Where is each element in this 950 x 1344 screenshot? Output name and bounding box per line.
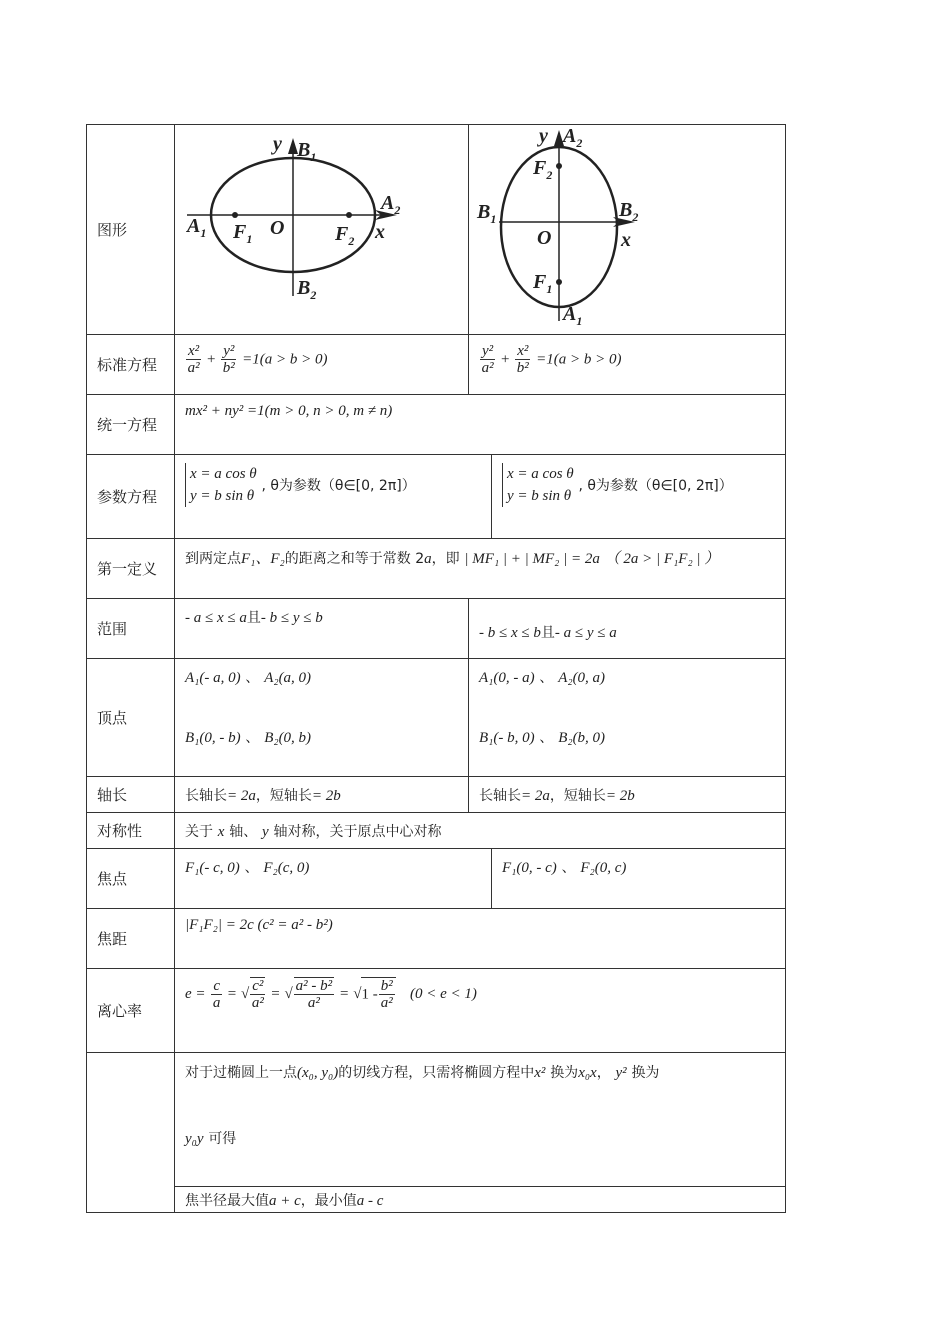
parametric-line: x = a cos θ [190,466,257,482]
sqrt-body [361,977,395,1011]
row-label-symmetry: 对称性 [87,813,175,849]
math-segment: = 2a [521,787,550,804]
row-focal-radius [87,1187,786,1213]
y-axis-label-v: y [539,125,548,147]
text-segment: ， [596,1065,611,1081]
plus-sign: + [500,351,510,368]
focus-point-f2 [346,212,352,218]
row-figure [87,125,786,335]
sqrt-icon: √ [241,986,250,1002]
b1-label-v: $B_1$ [477,200,497,226]
f1-label: $F_1$ [233,220,253,246]
row-parametric-equation [87,455,786,539]
text-segment: ，短轴长 [549,787,606,804]
row-label-first-def: 第一定义 [87,539,175,599]
equals-sign: = [271,986,280,1002]
text-segment: 且 [246,610,261,626]
math-segment: x₀x [578,1065,597,1081]
fraction: $\frac{c}{a}$ [212,977,221,1011]
fraction: $\frac{\text{x²}}{\text{b²}}$ [516,343,529,376]
focus-right [492,849,786,909]
ellipse-properties-table [86,124,786,1213]
parametric-line: y = b sin θ [190,488,255,504]
text-segment: 关于 [185,823,213,840]
fraction: $\frac{\text{c²}}{\text{a²}}$ [251,978,264,1011]
row-label-focal-dist: 焦距 [87,909,175,969]
origin-label: O [270,216,285,239]
text-segment: 、 [539,730,554,746]
axis-length-left [175,777,469,813]
fraction: $\frac{\text{a² - b²}}{\text{a²}}$ [295,978,333,1011]
math-segment: A₁(- a, 0) [185,670,241,686]
math-segment: - b ≤ x ≤ b [479,624,541,641]
range-right [469,599,786,659]
focus-point-f2-v [556,163,562,169]
math-segment: （ 2a > | F₁F₂ | ） [604,551,720,567]
row-label-parametric: 参数方程 [87,455,175,539]
row-label-axis-length: 轴长 [87,777,175,813]
standard-equation-right [469,335,786,395]
sqrt-icon: √ [284,986,293,1002]
y-axis-label: y [273,132,282,155]
equals-sign: = [339,986,349,1002]
a1-label-v: $A_1$ [563,302,583,328]
figure-horizontal-cell [175,125,469,335]
row-range [87,599,786,659]
row-label-eccentricity: 离心率 [87,969,175,1053]
math-segment: a - c [356,1192,384,1209]
math-segment: | MF₁ | + | MF₂ | = 2a [464,551,600,567]
focus-left [175,849,492,909]
b2-label-top: $B_1$ [297,138,317,164]
ellipse-vertical-figure [469,126,786,334]
math-segment: y [262,823,269,840]
row-unified-equation [87,395,786,455]
row-label-empty [87,1053,175,1213]
fraction: $\frac{\text{y²}}{\text{b²}}$ [222,343,235,376]
tangent-content [175,1053,786,1187]
f2-label: $F_2$ [335,222,355,248]
math-segment: y² [615,1065,627,1081]
text-segment: 的距离之和等于常数 2 [284,551,425,567]
text-segment: 可得 [208,1131,237,1147]
axis-length-right [469,777,786,813]
math-segment: A₂(0, a) [558,670,606,686]
math-segment: (0 < e < 1) [410,986,477,1002]
eccentricity-formula [175,969,786,1053]
math-segment: F₂(c, 0) [263,860,310,876]
math-segment: - a ≤ x ≤ a [185,610,247,626]
equation-rhs: =1(a > b > 0) [536,351,622,368]
math-segment: 1 - [361,986,378,1003]
focus-point-f1 [232,212,238,218]
text-segment: ，即 [431,551,460,567]
figure-vertical-cell [469,125,786,335]
math-segment: a + c [269,1192,301,1209]
text-segment: 换为 [631,1065,660,1081]
row-label-standard: 标准方程 [87,335,175,395]
text-segment: 长轴长 [479,787,521,804]
math-segment: x² [534,1065,546,1081]
f2-label-v: $F_2$ [533,156,553,182]
first-definition-content [175,539,786,599]
text-segment: 长轴长 [185,787,227,804]
sqrt-icon: √ [353,986,362,1002]
focal-distance-formula: |F₁F₂| = 2c (c² = a² - b²) [175,909,786,969]
a2-label: $A_2$ [381,191,401,217]
row-standard-equation [87,335,786,395]
equals-sign: = [227,986,237,1002]
math-segment: A₁(0, - a) [479,670,535,686]
parametric-left [175,455,492,539]
range-left [175,599,469,659]
unified-formula: mx² + ny² =1(m > 0, n > 0, m ≠ n) [175,395,786,455]
fraction: $\frac{\text{y²}}{\text{a²}}$ [481,343,494,376]
row-symmetry [87,813,786,849]
x-axis-label-v: x [621,228,631,251]
text-segment: ，最小值 [300,1192,357,1209]
row-label-vertex: 顶点 [87,659,175,777]
row-label-range: 范围 [87,599,175,659]
math-segment: F₁(0, - c) [502,860,557,876]
parametric-suffix: , θ为参数（θ∈[0, 2π]） [578,478,733,494]
math-segment: F₁、F₂ [241,551,285,567]
math-segment: B₂(0, b) [264,730,312,746]
math-segment: e = [185,986,206,1002]
vertex-right [469,659,786,777]
math-segment: x [217,823,225,840]
row-focal-distance [87,909,786,969]
text-segment: 换为 [550,1065,579,1081]
row-focus [87,849,786,909]
x-axis-label: x [375,220,385,243]
a1-label: $A_1$ [187,214,207,240]
math-segment: (x₀, y₀) [297,1065,339,1081]
text-segment: 对于过椭圆上一点 [185,1065,297,1081]
text-segment: 到两定点 [185,551,241,567]
math-segment: B₁(- b, 0) [479,730,535,746]
text-segment: 轴对称，关于原点中心对称 [273,823,442,840]
row-label-unified: 统一方程 [87,395,175,455]
text-segment: 轴、 [229,823,258,840]
text-segment: 、 [245,730,260,746]
math-segment: F₂(0, c) [580,860,627,876]
equation-rhs: =1(a > b > 0) [242,351,328,368]
vertex-left [175,659,469,777]
math-segment: y₀y [185,1131,204,1147]
math-segment: - b ≤ y ≤ b [260,610,323,626]
parametric-line: y = b sin θ [507,488,572,504]
text-segment: 、 [539,670,554,686]
b2-label-bottom: $B_2$ [297,276,317,302]
fraction: $\frac{\text{b²}}{\text{a²}}$ [380,978,393,1011]
a2-label-v: $A_2$ [563,125,583,150]
standard-equation-left [175,335,469,395]
math-segment: A₂(a, 0) [264,670,312,686]
row-label-focus: 焦点 [87,849,175,909]
row-label-figure: 图形 [87,125,175,335]
parametric-brace [185,463,257,507]
focal-radius-content [175,1187,786,1213]
row-axis-length [87,777,786,813]
math-segment: = 2a [227,787,256,804]
row-first-definition [87,539,786,599]
parametric-right [492,455,786,539]
math-segment: = 2b [605,787,635,804]
parametric-brace [502,463,574,507]
focus-point-f1-v [556,279,562,285]
row-eccentricity [87,969,786,1053]
row-vertex [87,659,786,777]
parametric-line: x = a cos θ [507,466,574,482]
text-segment: 且 [540,624,555,641]
math-segment: a [424,551,432,567]
border-gap [477,126,639,130]
text-segment: 、 [245,670,260,686]
math-segment: B₁(0, - b) [185,730,241,746]
math-segment: F₁(- c, 0) [185,860,240,876]
math-segment: B₂(b, 0) [558,730,606,746]
symmetry-content [175,813,786,849]
fraction: $\frac{\text{x²}}{\text{a²}}$ [187,343,200,376]
plus-sign: + [206,351,216,368]
b2-label-v: $B_2$ [619,198,639,224]
origin-label-v: O [537,226,552,249]
text-segment: 、 [561,860,576,876]
row-tangent [87,1053,786,1187]
text-segment: 、 [244,860,259,876]
text-segment: 焦半径最大值 [185,1192,269,1209]
math-segment: - a ≤ y ≤ a [554,624,617,641]
f1-label-v: $F_1$ [533,270,553,296]
parametric-suffix: , θ为参数（θ∈[0, 2π]） [261,478,416,494]
text-segment: 的切线方程，只需将椭圆方程中 [338,1065,535,1081]
text-segment: ，短轴长 [255,787,312,804]
math-segment: = 2b [311,787,341,804]
ellipse-horizontal-figure [175,126,469,334]
